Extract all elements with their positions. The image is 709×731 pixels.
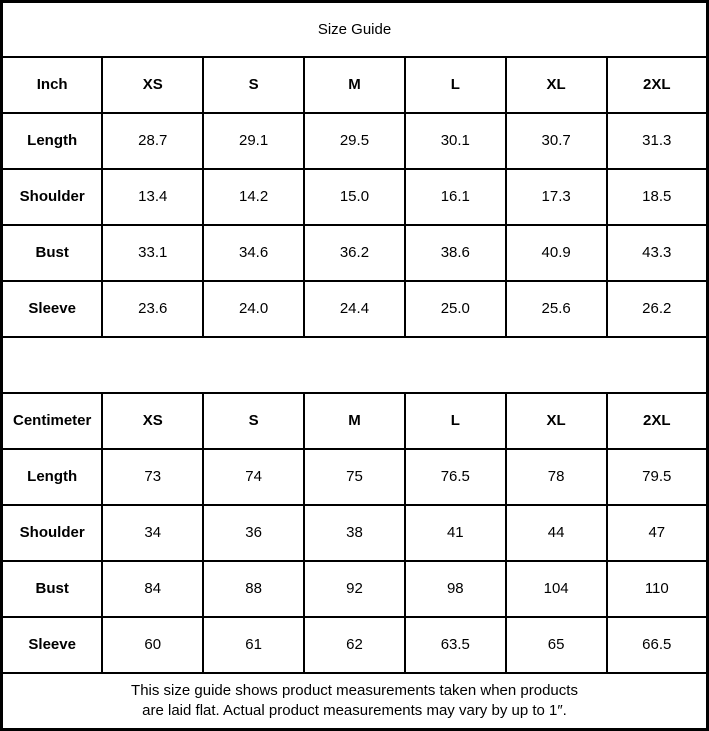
- measurement-value-cell: 38.6: [405, 225, 506, 281]
- unit-label-cell: Inch: [2, 57, 103, 113]
- measurement-value-cell: 29.1: [203, 113, 304, 169]
- measurement-value-cell: 30.7: [506, 113, 607, 169]
- measurement-label-cell: Sleeve: [2, 281, 103, 337]
- size-column-header-cell: 2XL: [607, 393, 708, 449]
- measurement-value-cell: 44: [506, 505, 607, 561]
- measurement-value-cell: 43.3: [607, 225, 708, 281]
- spacer-section: [2, 337, 708, 393]
- unit-label-cell: Centimeter: [2, 393, 103, 449]
- measurement-row: [2, 617, 708, 673]
- size-column-header-cell: XL: [506, 393, 607, 449]
- measurement-value-cell: 15.0: [304, 169, 405, 225]
- measurement-value-cell: 65: [506, 617, 607, 673]
- measurement-label-cell: Sleeve: [2, 617, 103, 673]
- measurement-row: [2, 281, 708, 337]
- size-column-header-cell: S: [203, 393, 304, 449]
- size-header-row: [2, 393, 708, 449]
- measurement-row: [2, 449, 708, 505]
- measurement-label-cell: Bust: [2, 225, 103, 281]
- measurement-value-cell: 31.3: [607, 113, 708, 169]
- measurement-value-cell: 63.5: [405, 617, 506, 673]
- size-column-header-cell: 2XL: [607, 57, 708, 113]
- measurement-value-cell: 74: [203, 449, 304, 505]
- measurement-value-cell: 36: [203, 505, 304, 561]
- measurement-value-cell: 66.5: [607, 617, 708, 673]
- measurement-value-cell: 24.0: [203, 281, 304, 337]
- measurement-value-cell: 17.3: [506, 169, 607, 225]
- measurement-label-cell: Shoulder: [2, 169, 103, 225]
- size-column-header-cell: XS: [102, 57, 203, 113]
- measurement-value-cell: 24.4: [304, 281, 405, 337]
- measurement-value-cell: 38: [304, 505, 405, 561]
- measurement-value-cell: 30.1: [405, 113, 506, 169]
- size-column-header-cell: M: [304, 393, 405, 449]
- measurement-value-cell: 98: [405, 561, 506, 617]
- measurement-value-cell: 40.9: [506, 225, 607, 281]
- measurement-value-cell: 73: [102, 449, 203, 505]
- measurement-row: [2, 113, 708, 169]
- size-column-header-cell: S: [203, 57, 304, 113]
- measurement-value-cell: 92: [304, 561, 405, 617]
- measurement-label-cell: Length: [2, 113, 103, 169]
- centimeter-table-body: [2, 393, 708, 673]
- measurement-label-cell: Shoulder: [2, 505, 103, 561]
- measurement-value-cell: 79.5: [607, 449, 708, 505]
- size-column-header-cell: XS: [102, 393, 203, 449]
- size-column-header-cell: L: [405, 57, 506, 113]
- measurement-value-cell: 41: [405, 505, 506, 561]
- measurement-value-cell: 36.2: [304, 225, 405, 281]
- footer-note: [2, 673, 708, 730]
- table-spacer: [2, 337, 708, 393]
- measurement-value-cell: 88: [203, 561, 304, 617]
- page-title: Size Guide: [2, 2, 708, 57]
- measurement-value-cell: 28.7: [102, 113, 203, 169]
- measurement-value-cell: 110: [607, 561, 708, 617]
- size-column-header-cell: XL: [506, 57, 607, 113]
- measurement-value-cell: 84: [102, 561, 203, 617]
- measurement-value-cell: 25.0: [405, 281, 506, 337]
- measurement-value-cell: 34: [102, 505, 203, 561]
- measurement-value-cell: 25.6: [506, 281, 607, 337]
- measurement-value-cell: 23.6: [102, 281, 203, 337]
- measurement-label-cell: Bust: [2, 561, 103, 617]
- measurement-value-cell: 18.5: [607, 169, 708, 225]
- measurement-row: [2, 225, 708, 281]
- measurement-row: [2, 505, 708, 561]
- measurement-label-cell: Length: [2, 449, 103, 505]
- title-section: [2, 2, 708, 57]
- measurement-row: [2, 169, 708, 225]
- measurement-value-cell: 60: [102, 617, 203, 673]
- inch-table-body: [2, 57, 708, 337]
- measurement-value-cell: 13.4: [102, 169, 203, 225]
- measurement-value-cell: 78: [506, 449, 607, 505]
- measurement-value-cell: 62: [304, 617, 405, 673]
- measurement-value-cell: 61: [203, 617, 304, 673]
- footer-note-line-2: are laid flat. Actual product measurements may vary by up to 1″.: [142, 701, 567, 719]
- measurement-value-cell: 26.2: [607, 281, 708, 337]
- measurement-value-cell: 34.6: [203, 225, 304, 281]
- measurement-row: [2, 561, 708, 617]
- measurement-value-cell: 33.1: [102, 225, 203, 281]
- measurement-value-cell: 75: [304, 449, 405, 505]
- size-column-header-cell: L: [405, 393, 506, 449]
- measurement-value-cell: 16.1: [405, 169, 506, 225]
- measurement-value-cell: 47: [607, 505, 708, 561]
- size-header-row: [2, 57, 708, 113]
- size-column-header-cell: M: [304, 57, 405, 113]
- measurement-value-cell: 104: [506, 561, 607, 617]
- footer-note-line-1: This size guide shows product measurements taken when products: [131, 681, 578, 699]
- measurement-value-cell: 14.2: [203, 169, 304, 225]
- measurement-value-cell: 76.5: [405, 449, 506, 505]
- measurement-value-cell: 29.5: [304, 113, 405, 169]
- footer-section: [2, 673, 708, 730]
